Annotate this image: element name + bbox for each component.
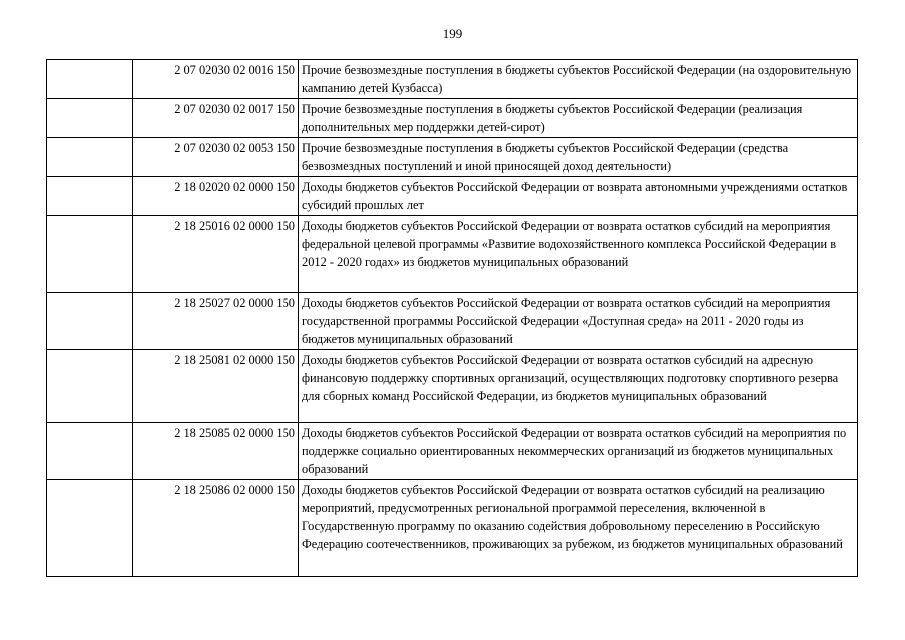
classification-code: 2 18 25016 02 0000 150 bbox=[133, 216, 299, 293]
empty-cell bbox=[47, 60, 133, 99]
table-row bbox=[47, 423, 858, 480]
table-row bbox=[47, 480, 858, 577]
income-description: Прочие безвозмездные поступления в бюджеты субъектов Российской Федерации (на оздоровительную кампанию детей Кузбасса) bbox=[299, 60, 858, 99]
income-description: Прочие безвозмездные поступления в бюджеты субъектов Российской Федерации (реализация дополнительных мер поддержки детей-сирот) bbox=[299, 99, 858, 138]
table-row bbox=[47, 60, 858, 99]
page-number: 199 bbox=[442, 26, 463, 41]
classification-code: 2 18 25081 02 0000 150 bbox=[133, 350, 299, 423]
income-description: Доходы бюджетов субъектов Российской Федерации от возврата автономными учреждениями остатков субсидий прошлых лет bbox=[299, 177, 858, 216]
table-row bbox=[47, 350, 858, 423]
table-row bbox=[47, 99, 858, 138]
classification-code: 2 07 02030 02 0017 150 bbox=[133, 99, 299, 138]
classification-code: 2 07 02030 02 0016 150 bbox=[133, 60, 299, 99]
empty-cell bbox=[47, 293, 133, 350]
income-description: Доходы бюджетов субъектов Российской Федерации от возврата остатков субсидий на мероприятия по поддержке социально ориентированных некоммерческих организаций из бюджетов муниципальных образований bbox=[299, 423, 858, 480]
income-description: Доходы бюджетов субъектов Российской Федерации от возврата остатков субсидий на адресную финансовую поддержку спортивных организаций, осуществляющих подготовку спортивного резерва для сборных команд Российской Федерации, из бюджетов муниципальных образований bbox=[299, 350, 858, 423]
empty-cell bbox=[47, 177, 133, 216]
income-description: Прочие безвозмездные поступления в бюджеты субъектов Российской Федерации (средства безвозмездных поступлений и иной приносящей доход деятельности) bbox=[299, 138, 858, 177]
empty-cell bbox=[47, 480, 133, 577]
income-description: Доходы бюджетов субъектов Российской Федерации от возврата остатков субсидий на реализацию мероприятий, предусмотренных региональной программой переселения, включенной в Государственную программу по оказанию содействия добровольному переселению в Российскую Федерацию соотечественников, проживающих за рубежом, из бюджетов муниципальных образований bbox=[299, 480, 858, 577]
classification-code: 2 07 02030 02 0053 150 bbox=[133, 138, 299, 177]
table-row bbox=[47, 293, 858, 350]
empty-cell bbox=[47, 99, 133, 138]
income-description: Доходы бюджетов субъектов Российской Федерации от возврата остатков субсидий на мероприятия государственной программы Российской Федерации «Доступная среда» на 2011 - 2020 годы из бюджетов муниципальных образований bbox=[299, 293, 858, 350]
table-row bbox=[47, 216, 858, 293]
classification-code: 2 18 25086 02 0000 150 bbox=[133, 480, 299, 577]
empty-cell bbox=[47, 138, 133, 177]
budget-classification-table bbox=[46, 59, 858, 577]
empty-cell bbox=[47, 423, 133, 480]
classification-code: 2 18 02020 02 0000 150 bbox=[133, 177, 299, 216]
income-description: Доходы бюджетов субъектов Российской Федерации от возврата остатков субсидий на мероприятия федеральной целевой программы «Развитие водохозяйственного комплекса Российской Федерации в 2012 - 2020 годах» из бюджетов муниципальных образований bbox=[299, 216, 858, 293]
table-row bbox=[47, 177, 858, 216]
empty-cell bbox=[47, 350, 133, 423]
empty-cell bbox=[47, 216, 133, 293]
classification-code: 2 18 25085 02 0000 150 bbox=[133, 423, 299, 480]
classification-code: 2 18 25027 02 0000 150 bbox=[133, 293, 299, 350]
table-row bbox=[47, 138, 858, 177]
